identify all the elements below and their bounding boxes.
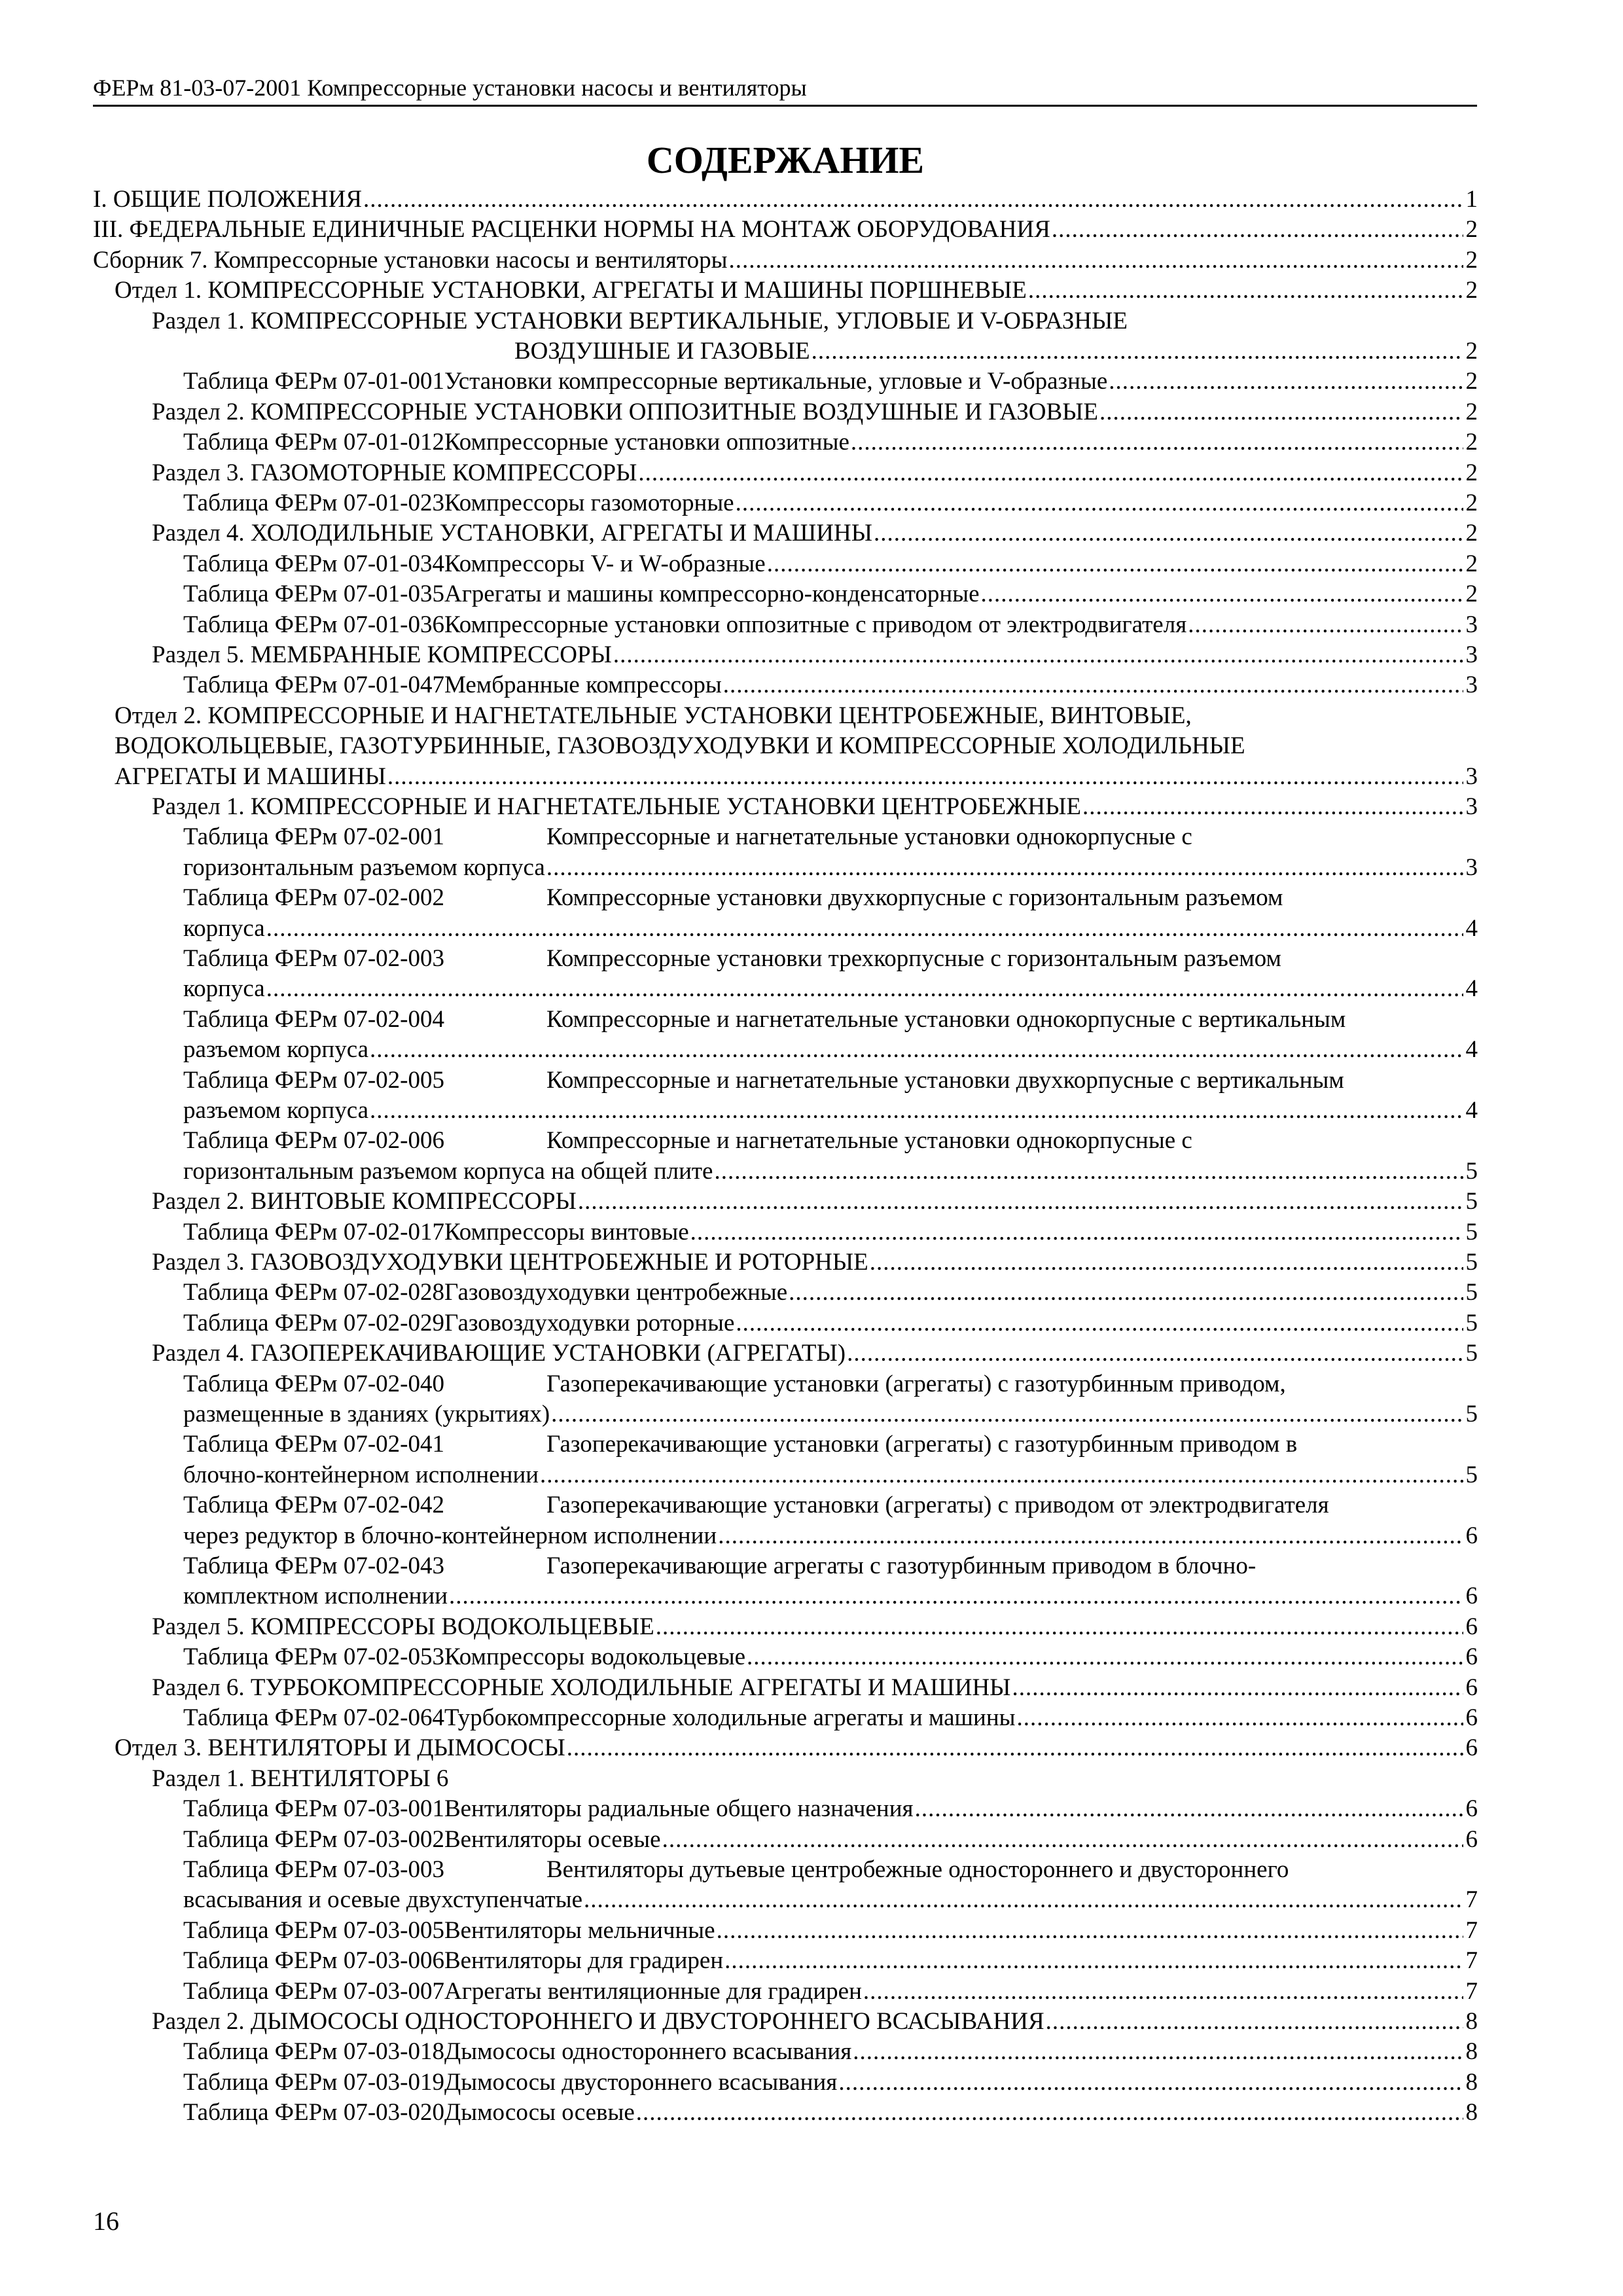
toc-entry-text: Компрессоры V- и W-образные (444, 550, 766, 577)
toc-page-number: 3 (1465, 611, 1478, 638)
toc-table-entry[interactable] (183, 2098, 1478, 2128)
toc-table-number: Таблица ФЕРм 07-02-002 (183, 884, 444, 912)
toc-entry-text: Компрессорные установки двухкорпусные с горизонтальным разъемом (546, 884, 1283, 912)
toc-dot-leader (1017, 1703, 1463, 1733)
toc-entry-text: размещенные в зданиях (укрытиях) (183, 1401, 550, 1427)
toc-entry-text: Вентиляторы дутьевые центробежные одностороннего и двустороннего (546, 1856, 1289, 1883)
toc-entry-text: всасывания и осевые двухступенчатые (183, 1886, 582, 1914)
toc-dot-leader (1028, 276, 1463, 306)
toc-entry-text: Вентиляторы мельничные (444, 1916, 715, 1944)
toc-table-number: Таблица ФЕРм 07-01-023 (183, 490, 444, 516)
toc-entry-text: Раздел 4. ГАЗОПЕРЕКАЧИВАЮЩИЕ УСТАНОВКИ (АГРЕГАТЫ) (152, 1340, 846, 1367)
toc-table-number: Таблица ФЕРм 07-02-053 (183, 1643, 444, 1671)
toc-page-number: 6 (1465, 1795, 1478, 1823)
toc-entry-text: Отдел 2. КОМПРЕССОРНЫЕ И НАГНЕТАТЕЛЬНЫЕ УСТАНОВКИ ЦЕНТРОБЕЖНЫЕ, ВИНТОВЫЕ, (115, 702, 1192, 729)
toc-entry-text: горизонтальным разъемом корпуса на общей плите (183, 1157, 713, 1185)
toc-entry-text: через редуктор в блочно-контейнерном исполнении (183, 1522, 717, 1549)
toc-entry[interactable] (183, 1399, 1478, 1429)
toc-page-number: 4 (1465, 914, 1478, 942)
toc-page-number: 6 (1465, 1583, 1478, 1610)
toc-page-number: 6 (1465, 1522, 1478, 1549)
toc-entry[interactable] (152, 1338, 1478, 1369)
toc-table-number: Таблица ФЕРм 07-03-018 (183, 2038, 444, 2066)
toc-table-entry[interactable] (183, 610, 1478, 640)
toc-entry[interactable] (514, 336, 1478, 367)
toc-page-number: 7 (1465, 1916, 1478, 1944)
toc-table-number: Таблица ФЕРм 07-02-040 (183, 1370, 444, 1397)
toc-page-number: 2 (1465, 581, 1478, 608)
toc-entry-text: Вентиляторы радиальные общего назначения (444, 1795, 914, 1823)
toc-entry[interactable] (93, 245, 1478, 276)
toc-table-number: Таблица ФЕРм 07-01-034 (183, 550, 444, 577)
toc-dot-leader (584, 1885, 1463, 1915)
document-title: СОДЕРЖАНИЕ (646, 139, 925, 181)
toc-entry-text: горизонтальным разъемом корпуса (183, 853, 545, 881)
toc-page-number: 5 (1465, 1340, 1478, 1367)
toc-entry[interactable] (152, 518, 1478, 548)
toc-page-number: 7 (1465, 1947, 1478, 1975)
toc-entry-text: ВОЗДУШНЫЕ И ГАЗОВЫЕ (514, 338, 810, 365)
toc-entry[interactable] (183, 974, 1478, 1004)
toc-table-entry[interactable] (183, 1369, 1286, 1399)
toc-table-number: Таблица ФЕРм 07-01-001 (183, 368, 444, 395)
toc-table-number: Таблица ФЕРм 07-02-004 (183, 1005, 444, 1033)
toc-dot-leader (723, 670, 1463, 700)
toc-dot-leader (717, 1916, 1463, 1946)
toc-page-number: 7 (1465, 1977, 1478, 2005)
toc-entry-text: Отдел 3. ВЕНТИЛЯТОРЫ И ДЫМОСОСЫ (115, 1734, 565, 1762)
toc-dot-leader (1082, 792, 1463, 822)
toc-entry-text: Раздел 2. КОМПРЕССОРНЫЕ УСТАНОВКИ ОППОЗИТНЫЕ ВОЗДУШНЫЕ И ГАЗОВЫЕ (152, 398, 1099, 425)
toc-dot-leader (1099, 397, 1463, 427)
toc-entry[interactable] (152, 1247, 1478, 1278)
toc-page-number: 7 (1465, 1886, 1478, 1914)
toc-dot-leader (729, 245, 1463, 276)
toc-dot-leader (724, 1946, 1463, 1976)
toc-entry-text: Компрессорные установки оппозитные с приводом от электродвигателя (444, 611, 1187, 638)
toc-dot-leader (874, 518, 1463, 548)
toc-table-number: Таблица ФЕРм 07-03-002 (183, 1825, 444, 1853)
toc-entry-text: Дымососы осевые (444, 2099, 635, 2126)
toc-dot-leader (449, 1581, 1463, 1611)
toc-page-number: 3 (1465, 641, 1478, 668)
toc-table-number: Таблица ФЕРм 07-02-042 (183, 1492, 444, 1519)
toc-entry-text: Компрессоры винтовые (444, 1218, 689, 1246)
toc-entry-text: Газоперекачивающие установки (агрегаты) с приводом от электродвигателя (546, 1492, 1329, 1519)
toc-entry-text: Компрессоры водокольцевые (444, 1643, 746, 1671)
toc-page-number: 2 (1465, 398, 1478, 425)
toc-dot-leader (370, 1096, 1463, 1126)
toc-page-number: 3 (1465, 793, 1478, 820)
toc-entry-text: Сборник 7. Компрессорные установки насосы и вентиляторы (93, 246, 728, 274)
toc-page-number: 4 (1465, 975, 1478, 1003)
toc-table-entry[interactable] (183, 1642, 1478, 1672)
toc-page-number: 2 (1465, 338, 1478, 365)
toc-entry-text: Агрегаты вентиляционные для градирен (444, 1977, 862, 2005)
toc-table-number: Таблица ФЕРм 07-01-036 (183, 611, 444, 638)
toc-table-number: Таблица ФЕРм 07-03-001 (183, 1795, 444, 1823)
toc-dot-leader (266, 914, 1463, 944)
toc-entry-text: Раздел 2. ДЫМОСОСЫ ОДНОСТОРОННЕГО И ДВУСТОРОННЕГО ВСАСЫВАНИЯ (152, 2008, 1044, 2035)
toc-dot-leader (1012, 1673, 1463, 1703)
toc-entry-text: Раздел 1. ВЕНТИЛЯТОРЫ 6 (152, 1765, 449, 1792)
toc-entry-text: Раздел 1. КОМПРЕССОРНЫЕ И НАГНЕТАТЕЛЬНЫЕ УСТАНОВКИ ЦЕНТРОБЕЖНЫЕ (152, 793, 1082, 820)
toc-table-number: Таблица ФЕРм 07-02-028 (183, 1279, 444, 1306)
toc-table-entry[interactable] (183, 1825, 1478, 1855)
toc-table-number: Таблица ФЕРм 07-02-017 (183, 1218, 444, 1246)
toc-page-number: 5 (1465, 1461, 1478, 1488)
toc-entry[interactable] (152, 792, 1478, 822)
toc-page-number: 2 (1465, 277, 1478, 304)
toc-dot-leader (736, 488, 1463, 518)
toc-entry-text: Газоперекачивающие установки (агрегаты) с газотурбинным приводом, (546, 1370, 1286, 1397)
toc-entry-text: Раздел 2. ВИНТОВЫЕ КОМПРЕССОРЫ (152, 1188, 577, 1215)
toc-table-number: Таблица ФЕРм 07-02-006 (183, 1127, 444, 1155)
toc-table-entry[interactable] (183, 2037, 1478, 2067)
toc-dot-leader (662, 1825, 1463, 1855)
toc-table-entry[interactable] (183, 1916, 1478, 1946)
toc-dot-leader (690, 1217, 1463, 1247)
toc-entry-text: Раздел 3. ГАЗОВОЗДУХОДУВКИ ЦЕНТРОБЕЖНЫЕ И РОТОРНЫЕ (152, 1249, 868, 1276)
toc-table-entry[interactable] (183, 1217, 1478, 1247)
toc-entry-text: Вентиляторы для градирен (444, 1947, 724, 1975)
toc-dot-leader (370, 1035, 1463, 1065)
toc-entry[interactable] (152, 306, 1128, 336)
toc-page-number: 5 (1465, 1188, 1478, 1215)
toc-entry[interactable] (183, 1096, 1478, 1126)
toc-dot-leader (638, 458, 1463, 488)
page-number: 16 (93, 2206, 119, 2236)
toc-entry[interactable] (183, 914, 1478, 944)
toc-table-entry[interactable] (183, 488, 1478, 518)
toc-entry-text: ВОДОКОЛЬЦЕВЫЕ, ГАЗОТУРБИННЫЕ, ГАЗОВОЗДУХОДУВКИ И КОМПРЕССОРНЫЕ ХОЛОДИЛЬНЫЕ (115, 732, 1245, 760)
toc-table-number: Таблица ФЕРм 07-03-007 (183, 1977, 444, 2005)
toc-table-number: Таблица ФЕРм 07-02-005 (183, 1066, 444, 1094)
toc-table-entry[interactable] (183, 427, 1478, 457)
toc-table-entry[interactable] (183, 1946, 1478, 1976)
toc-dot-leader (656, 1612, 1463, 1642)
toc-page-number: 3 (1465, 762, 1478, 790)
toc-entry-text: Турбокомпрессорные холодильные агрегаты и машины (444, 1704, 1016, 1731)
toc-entry[interactable] (183, 1157, 1478, 1187)
toc-entry[interactable] (152, 1187, 1478, 1217)
toc-entry-text: Компрессорные и нагнетательные установки двухкорпусные с вертикальным (546, 1066, 1344, 1094)
toc-dot-leader (363, 185, 1463, 215)
toc-page-number: 2 (1465, 368, 1478, 395)
toc-dot-leader (613, 640, 1463, 670)
toc-entry[interactable] (152, 1612, 1478, 1642)
toc-entry-text: Установки компрессорные вертикальные, угловые и V-образные (444, 368, 1108, 395)
toc-table-number: Таблица ФЕРм 07-01-035 (183, 581, 444, 608)
toc-page-number: 4 (1465, 1036, 1478, 1064)
toc-table-number: Таблица ФЕРм 07-03-005 (183, 1916, 444, 1944)
toc-entry-text: Газовоздуходувки центробежные (444, 1279, 788, 1306)
toc-dot-leader (578, 1187, 1463, 1217)
toc-entry-text: АГРЕГАТЫ И МАШИНЫ (115, 762, 386, 790)
toc-table-number: Таблица ФЕРм 07-01-012 (183, 429, 444, 456)
toc-dot-leader (1188, 610, 1463, 640)
page-header-text: ФЕРм 81-03-07-2001 Компрессорные установки насосы и вентиляторы (93, 75, 807, 101)
toc-page-number: 5 (1465, 1249, 1478, 1276)
toc-entry[interactable] (152, 397, 1478, 427)
toc-page-number: 8 (1465, 2068, 1478, 2096)
toc-page-number: 6 (1465, 1734, 1478, 1762)
toc-table-entry[interactable] (183, 1278, 1478, 1308)
toc-entry[interactable] (183, 1521, 1478, 1551)
toc-entry-text: комплектном исполнении (183, 1583, 448, 1610)
toc-page-number: 8 (1465, 2099, 1478, 2126)
toc-table-entry[interactable] (183, 1308, 1478, 1338)
toc-dot-leader (714, 1157, 1463, 1187)
toc-dot-leader (540, 1460, 1463, 1490)
toc-page-number: 4 (1465, 1097, 1478, 1124)
toc-table-entry[interactable] (183, 549, 1478, 579)
toc-entry[interactable] (183, 1460, 1478, 1490)
toc-table-entry[interactable] (183, 1429, 1297, 1460)
toc-entry[interactable] (183, 1581, 1478, 1611)
toc-table-number: Таблица ФЕРм 07-02-029 (183, 1309, 444, 1336)
toc-dot-leader (1052, 215, 1463, 245)
toc-table-entry[interactable] (183, 367, 1478, 397)
toc-dot-leader (767, 549, 1463, 579)
toc-dot-leader (851, 427, 1463, 457)
toc-dot-leader (853, 2037, 1463, 2067)
toc-entry[interactable] (115, 1733, 1478, 1763)
toc-dot-leader (838, 2068, 1463, 2098)
toc-table-entry[interactable] (183, 1551, 1256, 1581)
toc-table-number: Таблица ФЕРм 07-01-047 (183, 672, 444, 699)
toc-page-number: 2 (1465, 550, 1478, 577)
toc-entry[interactable] (93, 185, 1478, 215)
toc-page-number: 6 (1465, 1674, 1478, 1701)
toc-table-entry[interactable] (183, 1490, 1329, 1520)
toc-entry-text: Компрессорные установки трехкорпусные с горизонтальным разъемом (546, 945, 1281, 972)
toc-dot-leader (567, 1733, 1463, 1763)
toc-table-entry[interactable] (183, 822, 1192, 852)
toc-entry[interactable] (152, 640, 1478, 670)
toc-dot-leader (718, 1521, 1463, 1551)
toc-entry-text: Вентиляторы осевые (444, 1825, 661, 1853)
toc-dot-leader (747, 1642, 1463, 1672)
toc-entry-text: корпуса (183, 975, 265, 1003)
toc-dot-leader (266, 974, 1463, 1004)
toc-entry-text: Отдел 1. КОМПРЕССОРНЫЕ УСТАНОВКИ, АГРЕГАТЫ И МАШИНЫ ПОРШНЕВЫЕ (115, 277, 1027, 304)
toc-entry[interactable] (115, 276, 1478, 306)
toc-entry-text: Компрессоры газомоторные (444, 490, 734, 516)
toc-dot-leader (736, 1308, 1463, 1338)
toc-table-entry[interactable] (183, 1794, 1478, 1824)
toc-entry[interactable] (183, 853, 1478, 883)
toc-page-number: 2 (1465, 520, 1478, 547)
toc-dot-leader (1046, 2007, 1463, 2037)
toc-entry-text: Компрессорные и нагнетательные установки однокорпусные с вертикальным (546, 1005, 1346, 1033)
toc-table-number: Таблица ФЕРм 07-03-003 (183, 1856, 444, 1883)
toc-table-number: Таблица ФЕРм 07-02-001 (183, 823, 444, 851)
toc-page-number: 5 (1465, 1401, 1478, 1427)
toc-entry-text: разъемом корпуса (183, 1097, 369, 1124)
toc-entry[interactable] (115, 731, 1245, 761)
toc-page-number: 2 (1465, 246, 1478, 274)
toc-entry-text: разъемом корпуса (183, 1036, 369, 1064)
toc-entry-text: корпуса (183, 914, 265, 942)
toc-dot-leader (981, 579, 1463, 609)
toc-entry[interactable] (152, 1673, 1478, 1703)
toc-table-number: Таблица ФЕРм 07-02-043 (183, 1552, 444, 1579)
toc-page-number: 8 (1465, 2008, 1478, 2035)
toc-entry-text: Раздел 6. ТУРБОКОМПРЕССОРНЫЕ ХОЛОДИЛЬНЫЕ АГРЕГАТЫ И МАШИНЫ (152, 1674, 1011, 1701)
toc-page-number: 3 (1465, 853, 1478, 881)
toc-page-number: 2 (1465, 490, 1478, 516)
toc-entry[interactable] (152, 2007, 1478, 2037)
toc-table-entry[interactable] (183, 1126, 1192, 1156)
toc-entry-text: Компрессорные и нагнетательные установки однокорпусные с (546, 1127, 1192, 1155)
toc-entry-text: I. ОБЩИЕ ПОЛОЖЕНИЯ (93, 186, 363, 213)
toc-table-number: Таблица ФЕРм 07-03-006 (183, 1947, 444, 1975)
toc-entry-text: Раздел 3. ГАЗОМОТОРНЫЕ КОМПРЕССОРЫ (152, 459, 637, 486)
toc-table-entry[interactable] (183, 1855, 1289, 1885)
toc-page-number: 3 (1465, 672, 1478, 699)
toc-page-number: 5 (1465, 1309, 1478, 1336)
toc-table-number: Таблица ФЕРм 07-02-003 (183, 945, 444, 972)
toc-entry[interactable] (115, 762, 1478, 792)
toc-dot-leader (1109, 367, 1463, 397)
toc-entry-text: блочно-контейнерном исполнении (183, 1461, 539, 1488)
toc-entry[interactable] (115, 701, 1192, 731)
toc-dot-leader (546, 853, 1463, 883)
toc-entry[interactable] (183, 1885, 1478, 1915)
toc-table-number: Таблица ФЕРм 07-02-064 (183, 1704, 444, 1731)
toc-dot-leader (789, 1278, 1463, 1308)
toc-page-number: 8 (1465, 2038, 1478, 2066)
toc-table-entry[interactable] (183, 2068, 1478, 2098)
toc-entry[interactable] (152, 1764, 448, 1794)
toc-page-number: 6 (1465, 1643, 1478, 1671)
toc-entry[interactable] (93, 215, 1478, 245)
toc-page-number: 5 (1465, 1218, 1478, 1246)
page-header (93, 73, 1477, 107)
toc-table-number: Таблица ФЕРм 07-02-041 (183, 1431, 444, 1458)
toc-table-entry[interactable] (183, 670, 1478, 700)
toc-table-number: Таблица ФЕРм 07-03-019 (183, 2068, 444, 2096)
toc-table-entry[interactable] (183, 944, 1281, 974)
toc-table-entry[interactable] (183, 1703, 1478, 1733)
toc-entry-text: Дымососы одностороннего всасывания (444, 2038, 852, 2066)
toc-page-number: 2 (1465, 429, 1478, 456)
toc-page-number: 6 (1465, 1613, 1478, 1640)
toc-entry-text: Раздел 5. МЕМБРАННЫЕ КОМПРЕССОРЫ (152, 641, 612, 668)
toc-entry-text: Раздел 4. ХОЛОДИЛЬНЫЕ УСТАНОВКИ, АГРЕГАТЫ И МАШИНЫ (152, 520, 872, 547)
toc-entry-text: Газовоздуходувки роторные (444, 1309, 735, 1336)
toc-entry-text: Газоперекачивающие установки (агрегаты) с газотурбинным приводом в (546, 1431, 1298, 1458)
toc-dot-leader (812, 336, 1463, 367)
toc-dot-leader (915, 1794, 1463, 1824)
toc-page-number: 2 (1465, 459, 1478, 486)
toc-dot-leader (636, 2098, 1463, 2128)
toc-table-entry[interactable] (183, 1066, 1344, 1096)
toc-entry-text: Компрессорные установки оппозитные (444, 429, 849, 456)
toc-dot-leader (847, 1338, 1463, 1369)
toc-entry-text: Газоперекачивающие агрегаты с газотурбинным приводом в блочно- (546, 1552, 1257, 1579)
toc-table-entry[interactable] (183, 1977, 1478, 2007)
toc-entry-text: Агрегаты и машины компрессорно-конденсаторные (444, 581, 980, 608)
toc-entry-text: Раздел 1. КОМПРЕССОРНЫЕ УСТАНОВКИ ВЕРТИКАЛЬНЫЕ, УГЛОВЫЕ И V-ОБРАЗНЫЕ (152, 307, 1128, 334)
toc-entry-text: Мембранные компрессоры (444, 672, 722, 699)
toc-entry-text: Компрессорные и нагнетательные установки однокорпусные с (546, 823, 1192, 851)
toc-table-number: Таблица ФЕРм 07-03-020 (183, 2099, 444, 2126)
toc-page-number: 5 (1465, 1157, 1478, 1185)
toc-page-number: 2 (1465, 216, 1478, 243)
toc-dot-leader (863, 1977, 1463, 2007)
toc-entry-text: III. ФЕДЕРАЛЬНЫЕ ЕДИНИЧНЫЕ РАСЦЕНКИ НОРМЫ НА МОНТАЖ ОБОРУДОВАНИЯ (93, 216, 1050, 243)
toc-table-entry[interactable] (183, 579, 1478, 609)
toc-dot-leader (387, 762, 1463, 792)
toc-table-entry[interactable] (183, 1005, 1346, 1035)
toc-table-entry[interactable] (183, 883, 1283, 913)
toc-page-number: 6 (1465, 1704, 1478, 1731)
toc-dot-leader (551, 1399, 1463, 1429)
toc-entry[interactable] (152, 458, 1478, 488)
toc-entry[interactable] (183, 1035, 1478, 1065)
toc-page-number: 5 (1465, 1279, 1478, 1306)
toc-page-number: 1 (1465, 186, 1478, 213)
toc-entry-text: Дымососы двустороннего всасывания (444, 2068, 838, 2096)
toc-entry-text: Раздел 5. КОМПРЕССОРЫ ВОДОКОЛЬЦЕВЫЕ (152, 1613, 654, 1640)
toc-dot-leader (870, 1247, 1463, 1278)
toc-page-number: 6 (1465, 1825, 1478, 1853)
